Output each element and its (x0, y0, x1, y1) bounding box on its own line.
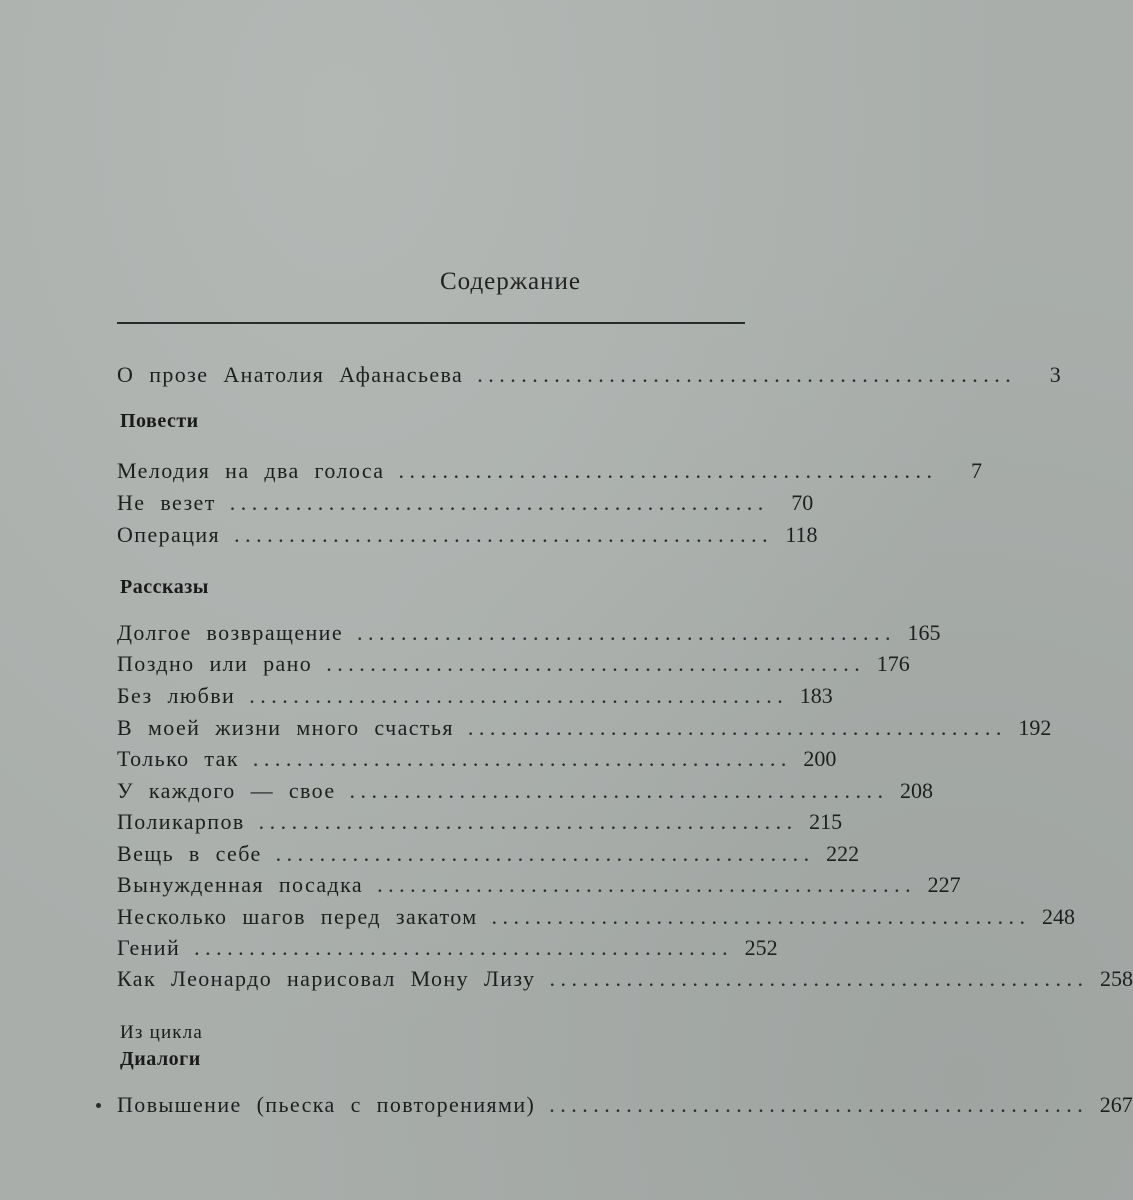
toc-entry-page: 192 (1018, 715, 1052, 740)
toc-entry-page: 176 (876, 651, 910, 676)
toc-entry[interactable] (117, 490, 814, 520)
ink-speck (96, 1103, 101, 1108)
toc-entry[interactable] (117, 715, 1052, 745)
toc-entry-title: Как Леонардо нарисовал Мону Лизу (117, 966, 536, 991)
toc-entry-title: Вещь в себе (117, 841, 262, 866)
toc-entry-title: Без любви (117, 683, 236, 708)
toc-entry[interactable] (117, 841, 860, 871)
toc-entry[interactable] (117, 778, 934, 808)
toc-entry[interactable] (117, 620, 941, 650)
dot-leader: . . . . . . . . . . . . . . . . . . . . . . . . . . . . . . . . . . . . . . . . . . . . . . . . . (467, 715, 1002, 740)
dot-leader: . . . . . . . . . . . . . . . . . . . . . . . . . . . . . . . . . . . . . . . . . . . . . . . . . (549, 966, 1083, 991)
toc-entry[interactable] (117, 935, 778, 965)
toc-entry-title: Долгое возвращение (117, 620, 344, 645)
toc-entry-page: 7 (970, 458, 982, 483)
section-heading-povesti: Повести (120, 410, 199, 432)
toc-entry-page: 200 (803, 746, 837, 771)
toc-entry-page: 227 (927, 872, 961, 897)
toc-entry-page: 165 (907, 620, 941, 645)
dot-leader: . . . . . . . . . . . . . . . . . . . . . . . . . . . . . . . . . . . . . . . . . . . . . . . . . (249, 683, 783, 708)
toc-entry-page: 222 (826, 841, 860, 866)
toc-entry-title: Только так (117, 746, 239, 771)
dot-leader: . . . . . . . . . . . . . . . . . . . . . . . . . . . . . . . . . . . . . . . . . . . . . . . . . (357, 620, 891, 645)
toc-entry[interactable] (117, 872, 961, 902)
dot-leader: . . . . . . . . . . . . . . . . . . . . . . . . . . . . . . . . . . . . . . . . . . . . . . . . . (377, 872, 911, 897)
toc-entry-title: Не везет (117, 490, 216, 515)
dot-leader: . . . . . . . . . . . . . . . . . . . . . . . . . . . . . . . . . . . . . . . . . . . . . . . . . (491, 904, 1026, 929)
toc-entry[interactable] (117, 904, 1076, 934)
dot-leader: . . . . . . . . . . . . . . . . . . . . . . . . . . . . . . . . . . . . . . . . . . . . . . . . . (234, 522, 768, 547)
toc-entry[interactable] (117, 809, 843, 839)
toc-entry-title: Поздно или рано (117, 651, 313, 676)
dot-leader: . . . . . . . . . . . . . . . . . . . . . . . . . . . . . . . . . . . . . . . . . . . . . . . . . (477, 362, 1011, 387)
toc-entry-page: 267 (1099, 1092, 1133, 1117)
toc-entry-page: 215 (809, 809, 843, 834)
toc-entry-title: Гений (117, 935, 181, 960)
toc-entry-title: Вынужденная посадка (117, 872, 364, 897)
section-heading-rasskazy: Рассказы (120, 576, 209, 598)
toc-entry-page: 208 (900, 778, 934, 803)
dot-leader: . . . . . . . . . . . . . . . . . . . . . . . . . . . . . . . . . . . . . . . . . . . . . . . . . (275, 841, 810, 866)
toc-entry-title: Повышение (пьеска с повторениями) (117, 1092, 536, 1117)
toc-entry[interactable] (117, 683, 833, 713)
toc-entry-title: О прозе Анатолия Афанасьева (117, 362, 464, 387)
toc-entry-page: 118 (785, 522, 818, 547)
toc-entry-title: У каждого — свое (117, 778, 336, 803)
dot-leader: . . . . . . . . . . . . . . . . . . . . . . . . . . . . . . . . . . . . . . . . . . . . . . . . . (229, 490, 764, 515)
dot-leader: . . . . . . . . . . . . . . . . . . . . . . . . . . . . . . . . . . . . . . . . . . . . . . . . . (549, 1092, 1083, 1117)
toc-entry[interactable] (117, 651, 910, 681)
section-heading-dialogi: Диалоги (120, 1048, 201, 1070)
toc-entry-page: 248 (1042, 904, 1076, 929)
toc-entry[interactable] (117, 1092, 1133, 1122)
toc-entry[interactable] (117, 458, 982, 488)
toc-entry-title: Мелодия на два голоса (117, 458, 385, 483)
toc-entry-page: 258 (1099, 966, 1133, 991)
toc-entry-page: 3 (1049, 362, 1061, 387)
toc-entry-title: В моей жизни много счастья (117, 715, 454, 740)
toc-entry[interactable] (117, 746, 837, 776)
dot-leader: . . . . . . . . . . . . . . . . . . . . . . . . . . . . . . . . . . . . . . . . . . . . . . . . . (398, 458, 932, 483)
page-title: Содержание (440, 268, 581, 295)
section-prefix-dialogi: Из цикла (120, 1022, 204, 1043)
toc-entry-page: 70 (791, 490, 814, 515)
toc-entry-page: 183 (799, 683, 833, 708)
title-divider (117, 322, 745, 324)
toc-entry[interactable] (117, 966, 1133, 996)
toc-entry[interactable] (117, 522, 818, 552)
dot-leader: . . . . . . . . . . . . . . . . . . . . . . . . . . . . . . . . . . . . . . . . . . . . . . . . . (326, 651, 860, 676)
dot-leader: . . . . . . . . . . . . . . . . . . . . . . . . . . . . . . . . . . . . . . . . . . . . . . . . . (194, 935, 728, 960)
toc-entry-title: Поликарпов (117, 809, 245, 834)
toc-entry-page: 252 (744, 935, 778, 960)
dot-leader: . . . . . . . . . . . . . . . . . . . . . . . . . . . . . . . . . . . . . . . . . . . . . . . . . (252, 746, 787, 771)
dot-leader: . . . . . . . . . . . . . . . . . . . . . . . . . . . . . . . . . . . . . . . . . . . . . . . . . (258, 809, 793, 834)
toc-entry-intro[interactable] (117, 362, 1061, 392)
dot-leader: . . . . . . . . . . . . . . . . . . . . . . . . . . . . . . . . . . . . . . . . . . . . . . . . . (349, 778, 884, 803)
toc-entry-title: Несколько шагов перед закатом (117, 904, 478, 929)
toc-entry-title: Операция (117, 522, 221, 547)
